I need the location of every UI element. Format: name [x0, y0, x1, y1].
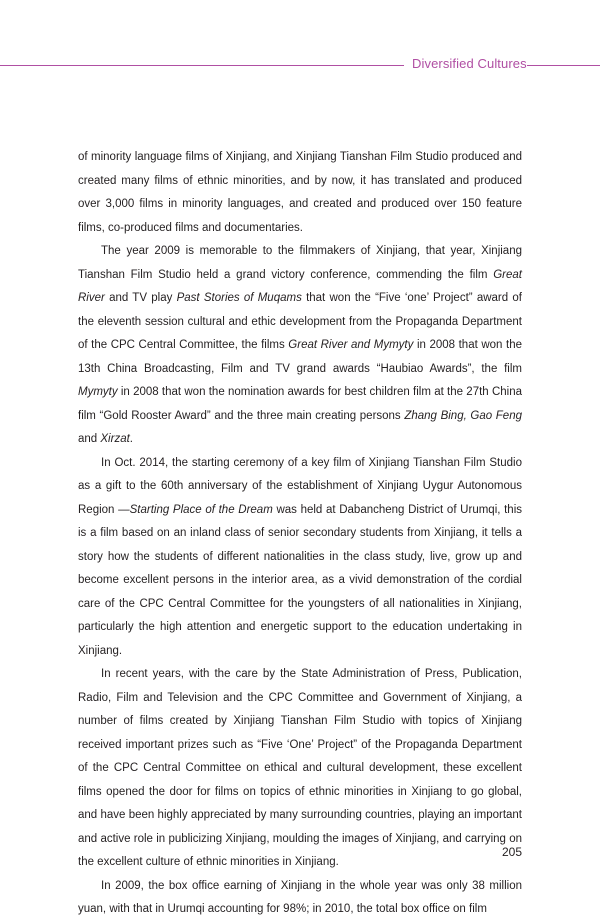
- text-run: in 2008 that won the 13th China Broadcasting, Film and TV grand awards “Haubiao Awards”, the film: [78, 339, 522, 375]
- text-run: In 2009, the box office earning of Xinjiang in the whole year was only 38 million yuan, with that in Urumqi accounting for 98%; in 2010, the total box office on film: [78, 879, 522, 915]
- text-run: The year 2009 is memorable to the filmmakers of Xinjiang, that year, Xinjiang Tianshan Film Studio held a grand victory conference, commending the film: [78, 245, 522, 281]
- paragraph: [78, 875, 522, 922]
- header-rule-right: [527, 65, 600, 66]
- paragraph: [78, 146, 522, 240]
- italic-title: Zhang Bing, Gao Feng: [404, 409, 522, 422]
- italic-title: Past Stories of Muqams: [176, 292, 302, 304]
- italic-title: Great River: [78, 268, 522, 304]
- italic-title: Great River and Mymyty: [288, 339, 414, 351]
- text-run: .: [129, 433, 133, 445]
- italic-title: Mymyty: [78, 386, 118, 398]
- text-run: In recent years, with the care by the State Administration of Press, Publication, Radio, Film and Television and the CPC Committee and Government of Xinjiang, a number of films created by Xinjiang Tianshan Film Studio with topics of Xinjiang received important prizes such as “Five ‘One’ Project” of the Propaganda Department of the CPC Central Committee on ethical and cultural development, these excellent films opened the door for films on topics of ethnic minorities in Xinjiang to go global, and have been highly appreciated by many surrounding countries, playing an important and active role in publicizing Xinjiang, moulding the images of Xinjiang, and carrying on the excellent culture of ethnic minorities in Xinjiang.: [78, 668, 522, 868]
- text-run: was held at Dabancheng District of Urumqi, this is a film based on an inland class of senior secondary students from Xinjiang, it tells a story how the students of different nationalities in the class study, live, grow up and become excellent persons in the interior area, as a vivid demonstration of the cordial care of the CPC Central Committee for the youngsters of all nationalities in Xinjiang, particularly the high attention and energetic support to the education undertaking in Xinjiang.: [78, 503, 523, 657]
- header-rule-left: [0, 65, 404, 66]
- text-run: and: [78, 433, 101, 445]
- text-run: of minority language films of Xinjiang, and Xinjiang Tianshan Film Studio produced and created many films of ethnic minorities, and by now, it has translated and produced over 3,000 films in minority languages, and created and produced over 150 feature films, co-produced films and documentaries.: [78, 151, 522, 234]
- text-run: In Oct. 2014, the starting ceremony of a key film of Xinjiang Tianshan Film Studio as a gift to the 60th anniversary of the establishment of Xinjiang Uygur Autonomous Region —: [78, 456, 522, 516]
- page-number: 205: [501, 845, 522, 859]
- paragraph: [78, 452, 522, 664]
- text-run: in 2008 that won the nomination awards for best children film at the 27th China film “Gold Rooster Award” and the three main creating persons: [78, 386, 522, 422]
- paragraph: [78, 663, 522, 875]
- section-title: Diversified Cultures: [412, 56, 527, 71]
- italic-title: Starting Place of the Dream: [129, 503, 273, 516]
- paragraph: [78, 240, 522, 452]
- text-run: that won the “Five ‘one’ Project” award of the eleventh session cultural and ethic development from the Propaganda Department of the CPC Central Committee, the films: [78, 292, 522, 351]
- text-run: and TV play: [104, 292, 177, 304]
- running-header: [0, 54, 600, 76]
- italic-title: Xirzat: [100, 433, 130, 445]
- body-text: [78, 146, 522, 922]
